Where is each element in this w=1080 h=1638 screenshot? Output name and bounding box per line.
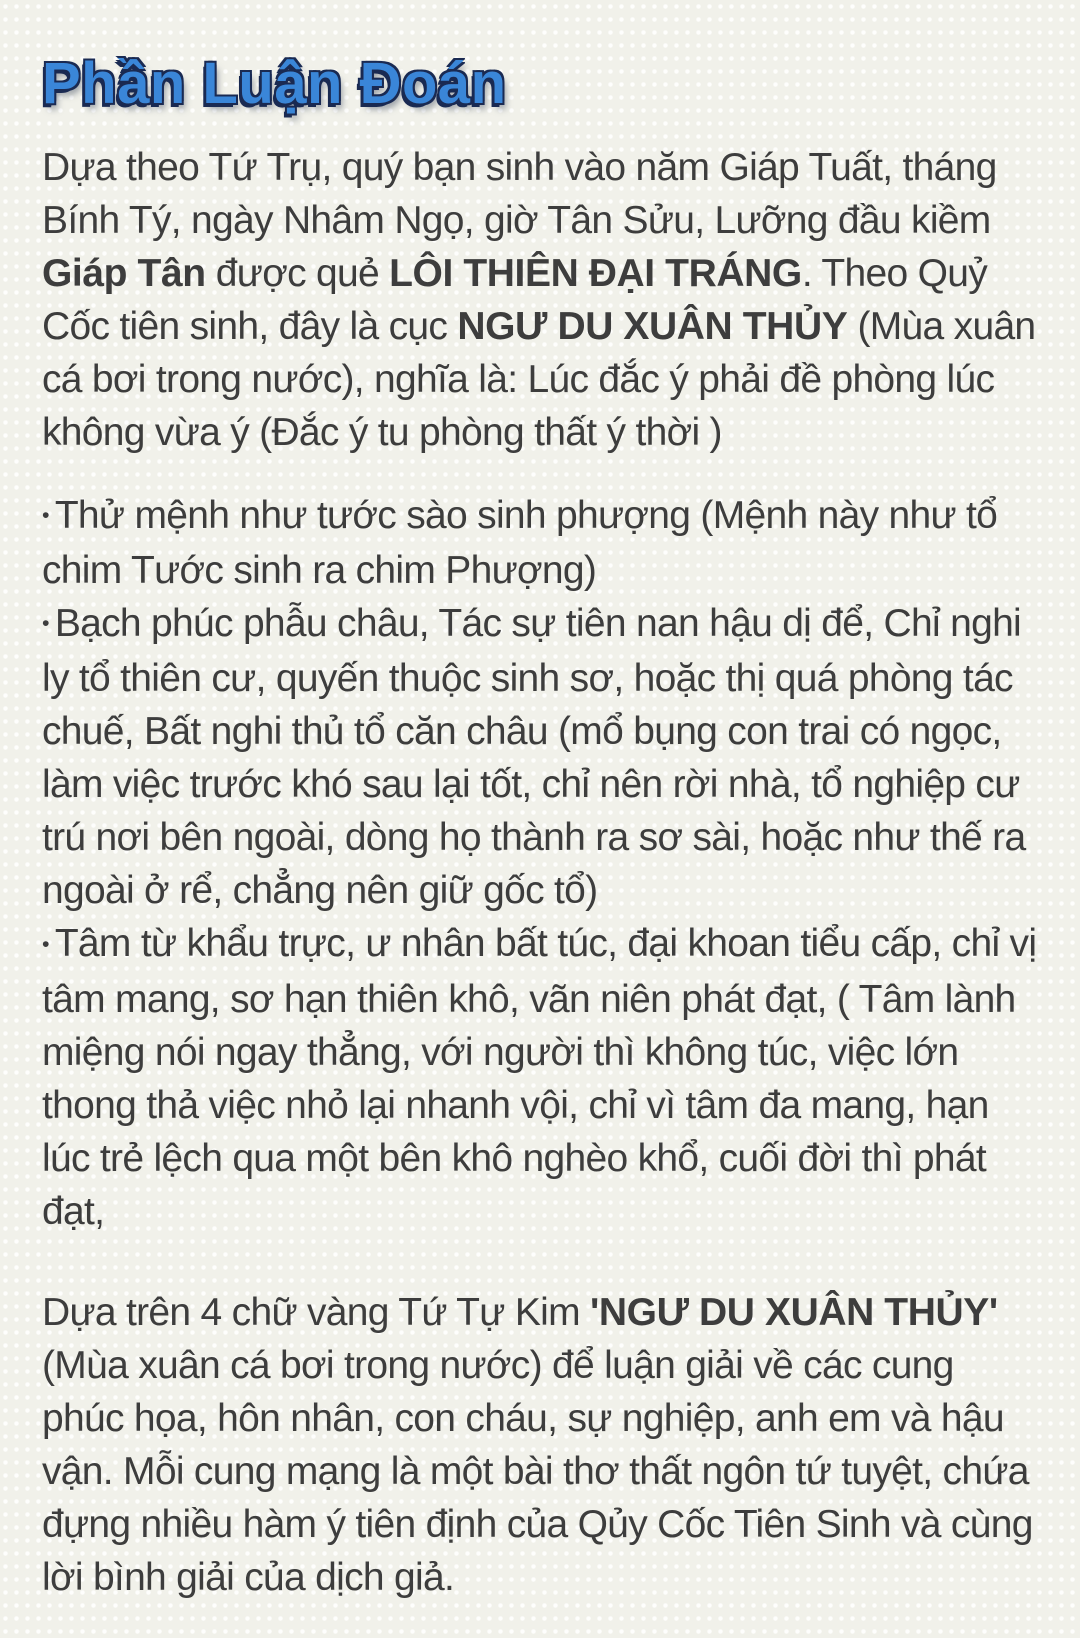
bullet-glyph: •: [42, 931, 49, 956]
text-run: Tâm từ khẩu trực, ư nhân bất túc, đại khoan tiểu cấp, chỉ vị tâm mang, sơ hạn thiên khô, vãn niên phát đạt, ( Tâm lành miệng nói ngay thẳng, với người thì không túc, việc lớn thong thả việc nhỏ lại nhanh vội, chỉ vì tâm đa mang, hạn lúc trẻ lệch qua một bên khô nghèo khổ, cuối đời thì phát đạt,: [42, 922, 1037, 1233]
list-item-thu-menh: [42, 489, 1038, 597]
text-run: Bạch phúc phẫu châu, Tác sự tiên nan hậu dị để, Chỉ nghi ly tổ thiên cư, quyến thuộc sinh sơ, hoặc thị quá phòng tác chuế, Bất nghi thủ tổ căn châu (mổ bụng con trai có ngọc, làm việc trước khó sau lại tốt, chỉ nên rời nhà, tổ nghiệp cư trú nơi bên ngoài, dòng họ thành ra sơ sài, hoặc như thế ra ngoài ở rể, chẳng nên giữ gốc tổ): [42, 602, 1026, 913]
bullet-glyph: •: [42, 611, 49, 636]
bold-text-run: NGƯ DU XUÂN THỦY: [457, 305, 848, 348]
bold-text-run: 'NGƯ DU XUÂN THỦY': [590, 1290, 998, 1334]
text-run: Dựa trên 4 chữ vàng Tứ Tự Kim: [42, 1290, 591, 1334]
bold-text-run: Giáp Tân: [42, 252, 206, 295]
text-run: Dựa theo Tứ Trụ, quý bạn sinh vào năm Giáp Tuất, tháng Bính Tý, ngày Nhâm Ngọ, giờ Tân Sửu, Lưỡng đầu kiềm: [42, 146, 997, 242]
text-run: (Mùa xuân cá bơi trong nước), nghĩa là: Lúc đắc ý phải đề phòng lúc không vừa ý (Đắc ý tu phòng thất ý thời ): [42, 305, 1036, 454]
bullet-list: [42, 489, 1038, 1238]
bullet-glyph: •: [42, 503, 49, 528]
intro-paragraph: [42, 141, 1038, 459]
text-run: . Theo Quỷ Cốc tiên sinh, đây là cục: [42, 252, 988, 348]
list-item-bach-phuc: [42, 597, 1038, 917]
text-run: được quẻ: [205, 252, 390, 295]
closing-paragraph: [42, 1286, 1038, 1604]
text-run: Thử mệnh như tước sào sinh phượng (Mệnh này như tổ chim Tước sinh ra chim Phượng): [42, 494, 998, 593]
bold-text-run: LÔI THIÊN ĐẠI TRÁNG: [389, 252, 802, 295]
list-item-tam-tu: [42, 917, 1038, 1237]
page-title: Phần Luận Đoán: [42, 51, 507, 116]
text-run: (Mùa xuân cá bơi trong nước) để luận giải về các cung phúc họa, hôn nhân, con cháu, sự nghiệp, anh em và hậu vận. Mỗi cung mạng là một bài thơ thất ngôn tứ tuyệt, chứa đựng nhiều hàm ý tiên định của Qủy Cốc Tiên Sinh và cùng lời bình giải của dịch giả.: [42, 1343, 1033, 1599]
